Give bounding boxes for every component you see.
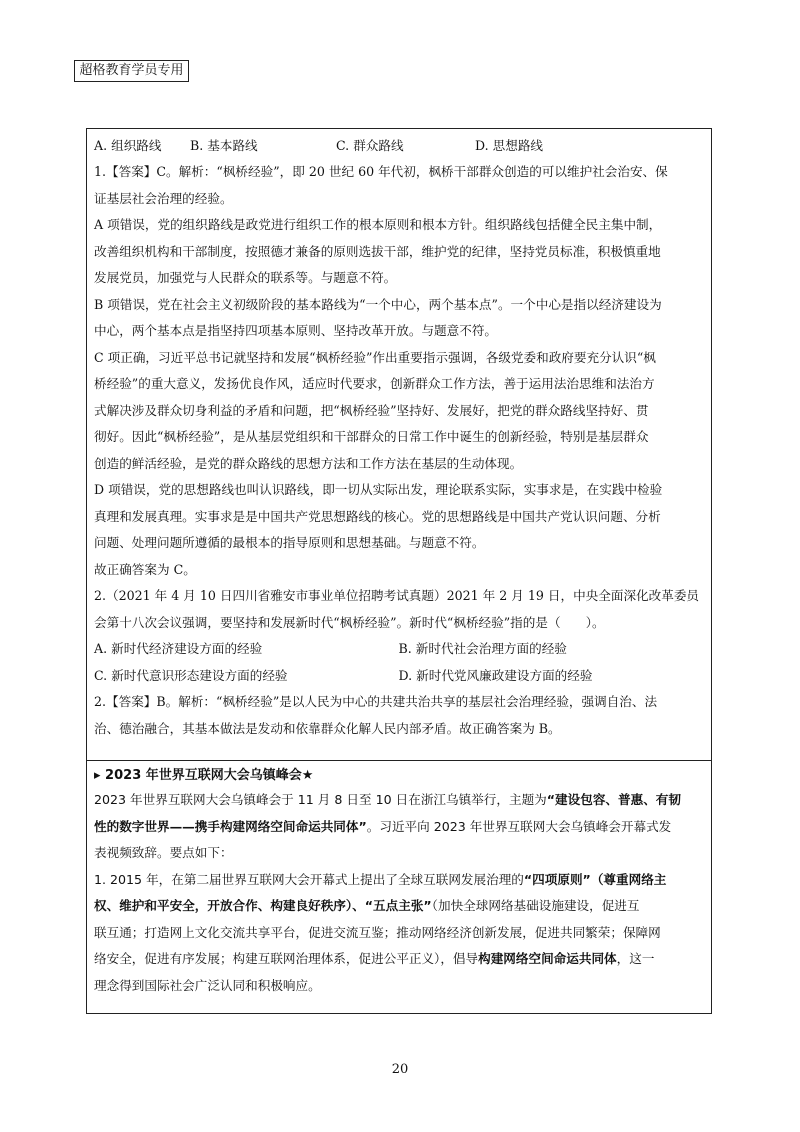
q2-options-row <box>94 663 703 690</box>
q1-answer-line: 式解决涉及群众切身利益的矛盾和问题，把“枫桥经验”坚持好、发展好，把党的群众路线坚持好、贯 <box>94 402 649 418</box>
principles-detail-bold: （尊重网络主 <box>590 871 667 887</box>
q1-answer-line: 创造的鲜活经验，是党的群众路线的思想方法和工作方法在基层的生动体现。 <box>94 455 523 471</box>
q1-answer-line: 改善组织机构和干部制度，按照德才兼备的原则选拔干部，维护党的纪律，坚持党员标准，积极慎重地 <box>94 243 661 259</box>
text: 。习近平向 2023 年世界互联网大会乌镇峰会开幕式发 <box>366 818 672 834</box>
summit-para2-line1 <box>94 867 703 894</box>
text: 络安全，促进有序发展；构建互联网治理体系，促进公平正义），倡导 <box>94 951 479 966</box>
page-number: 20 <box>391 1062 409 1077</box>
q1-answer-line: 问题、处理问题所遵循的最根本的指导原则和思想基础。与题意不符。 <box>94 535 485 550</box>
header-label: 超格教育学员专用 <box>74 60 189 82</box>
q2-question-line: 2.（2021 年 4 月 10 日四川省雅安市事业单位招聘考试真题）2021 年 2 月 19 日，中央全面深化改革委员 <box>94 588 700 603</box>
text: 2023 年世界互联网大会乌镇峰会于 11 月 8 日至 10 日在浙江乌镇举行，主题为 <box>94 792 547 807</box>
summit-para1-line2 <box>94 814 703 841</box>
q1-answer-line: 真理和发展真理。实事求是是中国共产党思想路线的核心。党的思想路线是中国共产党认识问题、分析 <box>94 508 661 524</box>
theme-bold: “建设包容、普惠、有韧 <box>546 792 681 807</box>
summit-para1-line3: 表视频致辞。要点如下： <box>94 845 233 860</box>
q1-answer-line: 中心，两个基本点是指坚持四项基本原则、坚持改革开放。与题意不符。 <box>94 323 497 338</box>
summit-para2-line2 <box>94 893 703 920</box>
q2-option-b: B. 新时代社会治理方面的经验 <box>398 641 567 656</box>
text: 1. 2015 年，在第二届世界互联网大会开幕式上提出了全球互联网发展治理的 <box>94 871 524 887</box>
q1-answer-line: 1.【答案】C。解析：“枫桥经验”，即 20 世纪 60 年代初，枫桥干部群众创造的可以维护社会治安、保 <box>94 164 668 179</box>
q1-option-d: D. 思想路线 <box>475 138 544 153</box>
text: （加快全球网络基础设施建设，促进互 <box>431 898 640 913</box>
q2-question-line: 会第十八次会议强调，要坚持和发展新时代“枫桥经验”。新时代“枫桥经验”指的是（ ）。 <box>94 614 605 630</box>
summit-para2-line3: 联互通；打造网上文化交流共享平台，促进交流互鉴；推动网络经济创新发展，促进共同繁荣；保障网 <box>94 924 661 940</box>
summit-title: ▸ 2023 年世界互联网大会乌镇峰会★ <box>94 768 314 783</box>
content-frame <box>86 128 712 1014</box>
summit-para1-line1 <box>94 787 703 814</box>
q1-answer-line: 证基层社会治理的经验。 <box>94 190 233 206</box>
q2-answer-line: 2.【答案】B。解析：“枫桥经验”是以人民为中心的共建共治共享的基层社会治理经验，强调自治、法 <box>94 694 658 709</box>
q1-answer-line: 彻好。因此“枫桥经验”，是从基层党组织和干部群众的日常工作中诞生的创新经验，特别是基层群众 <box>94 429 649 444</box>
five-proposals-bold: 权、维护和平安全，开放合作、构建良好秩序）、“五点主张” <box>94 898 432 913</box>
q1-answer-line: B 项错误，党在社会主义初级阶段的基本路线为“一个中心，两个基本点”。一个中心是指以经济建设为 <box>94 296 662 312</box>
q2-option-a: A. 新时代经济建设方面的经验 <box>94 641 263 656</box>
q1-option-c: C. 群众路线 <box>336 138 404 153</box>
q1-answer-line: D 项错误，党的思想路线也叫认识路线，即一切从实际出发，理论联系实际，实事求是，在实践中检验 <box>94 482 663 497</box>
q1-option-b: B. 基本路线 <box>190 138 258 153</box>
q2-option-d: D. 新时代党风廉政建设方面的经验 <box>398 667 593 683</box>
q2-options-row <box>94 636 703 663</box>
q1-answer-line: 故正确答案为 C。 <box>94 561 196 577</box>
text: ，这一 <box>616 951 655 966</box>
summit-section <box>87 761 711 1013</box>
q1-option-a: A. 组织路线 <box>94 138 162 153</box>
theme-bold: 性的数字世界——携手构建网络空间命运共同体” <box>94 818 367 834</box>
q2-option-c: C. 新时代意识形态建设方面的经验 <box>94 667 288 683</box>
q1-answer-line: 桥经验”的重大意义，发扬优良作风，适应时代要求，创新群众工作方法，善于运用法治思维和法治方 <box>94 376 655 391</box>
q2-answer-line: 治、德治融合，其基本做法是发动和依靠群众化解人民内部矛盾。故正确答案为 B。 <box>94 720 561 736</box>
summit-para2-line5: 理念得到国际社会广泛认同和积极响应。 <box>94 977 321 993</box>
q1-answer-line: 发展党员，加强党与人民群众的联系等。与题意不符。 <box>94 270 397 285</box>
q1-answer-line: A 项错误，党的组织路线是政党进行组织工作的根本原则和根本方针。组织路线包括健全民主集中制， <box>94 217 662 232</box>
four-principles-bold: “四项原则” <box>523 871 591 887</box>
q1-options <box>94 133 703 159</box>
community-bold: 构建网络空间命运共同体 <box>478 951 617 966</box>
summit-para2-line4 <box>94 946 703 973</box>
q1-answer-line: C 项正确，习近平总书记就坚持和发展“枫桥经验”作出重要指示强调，各级党委和政府要充分认识“枫 <box>94 349 656 365</box>
question-section <box>87 129 711 761</box>
